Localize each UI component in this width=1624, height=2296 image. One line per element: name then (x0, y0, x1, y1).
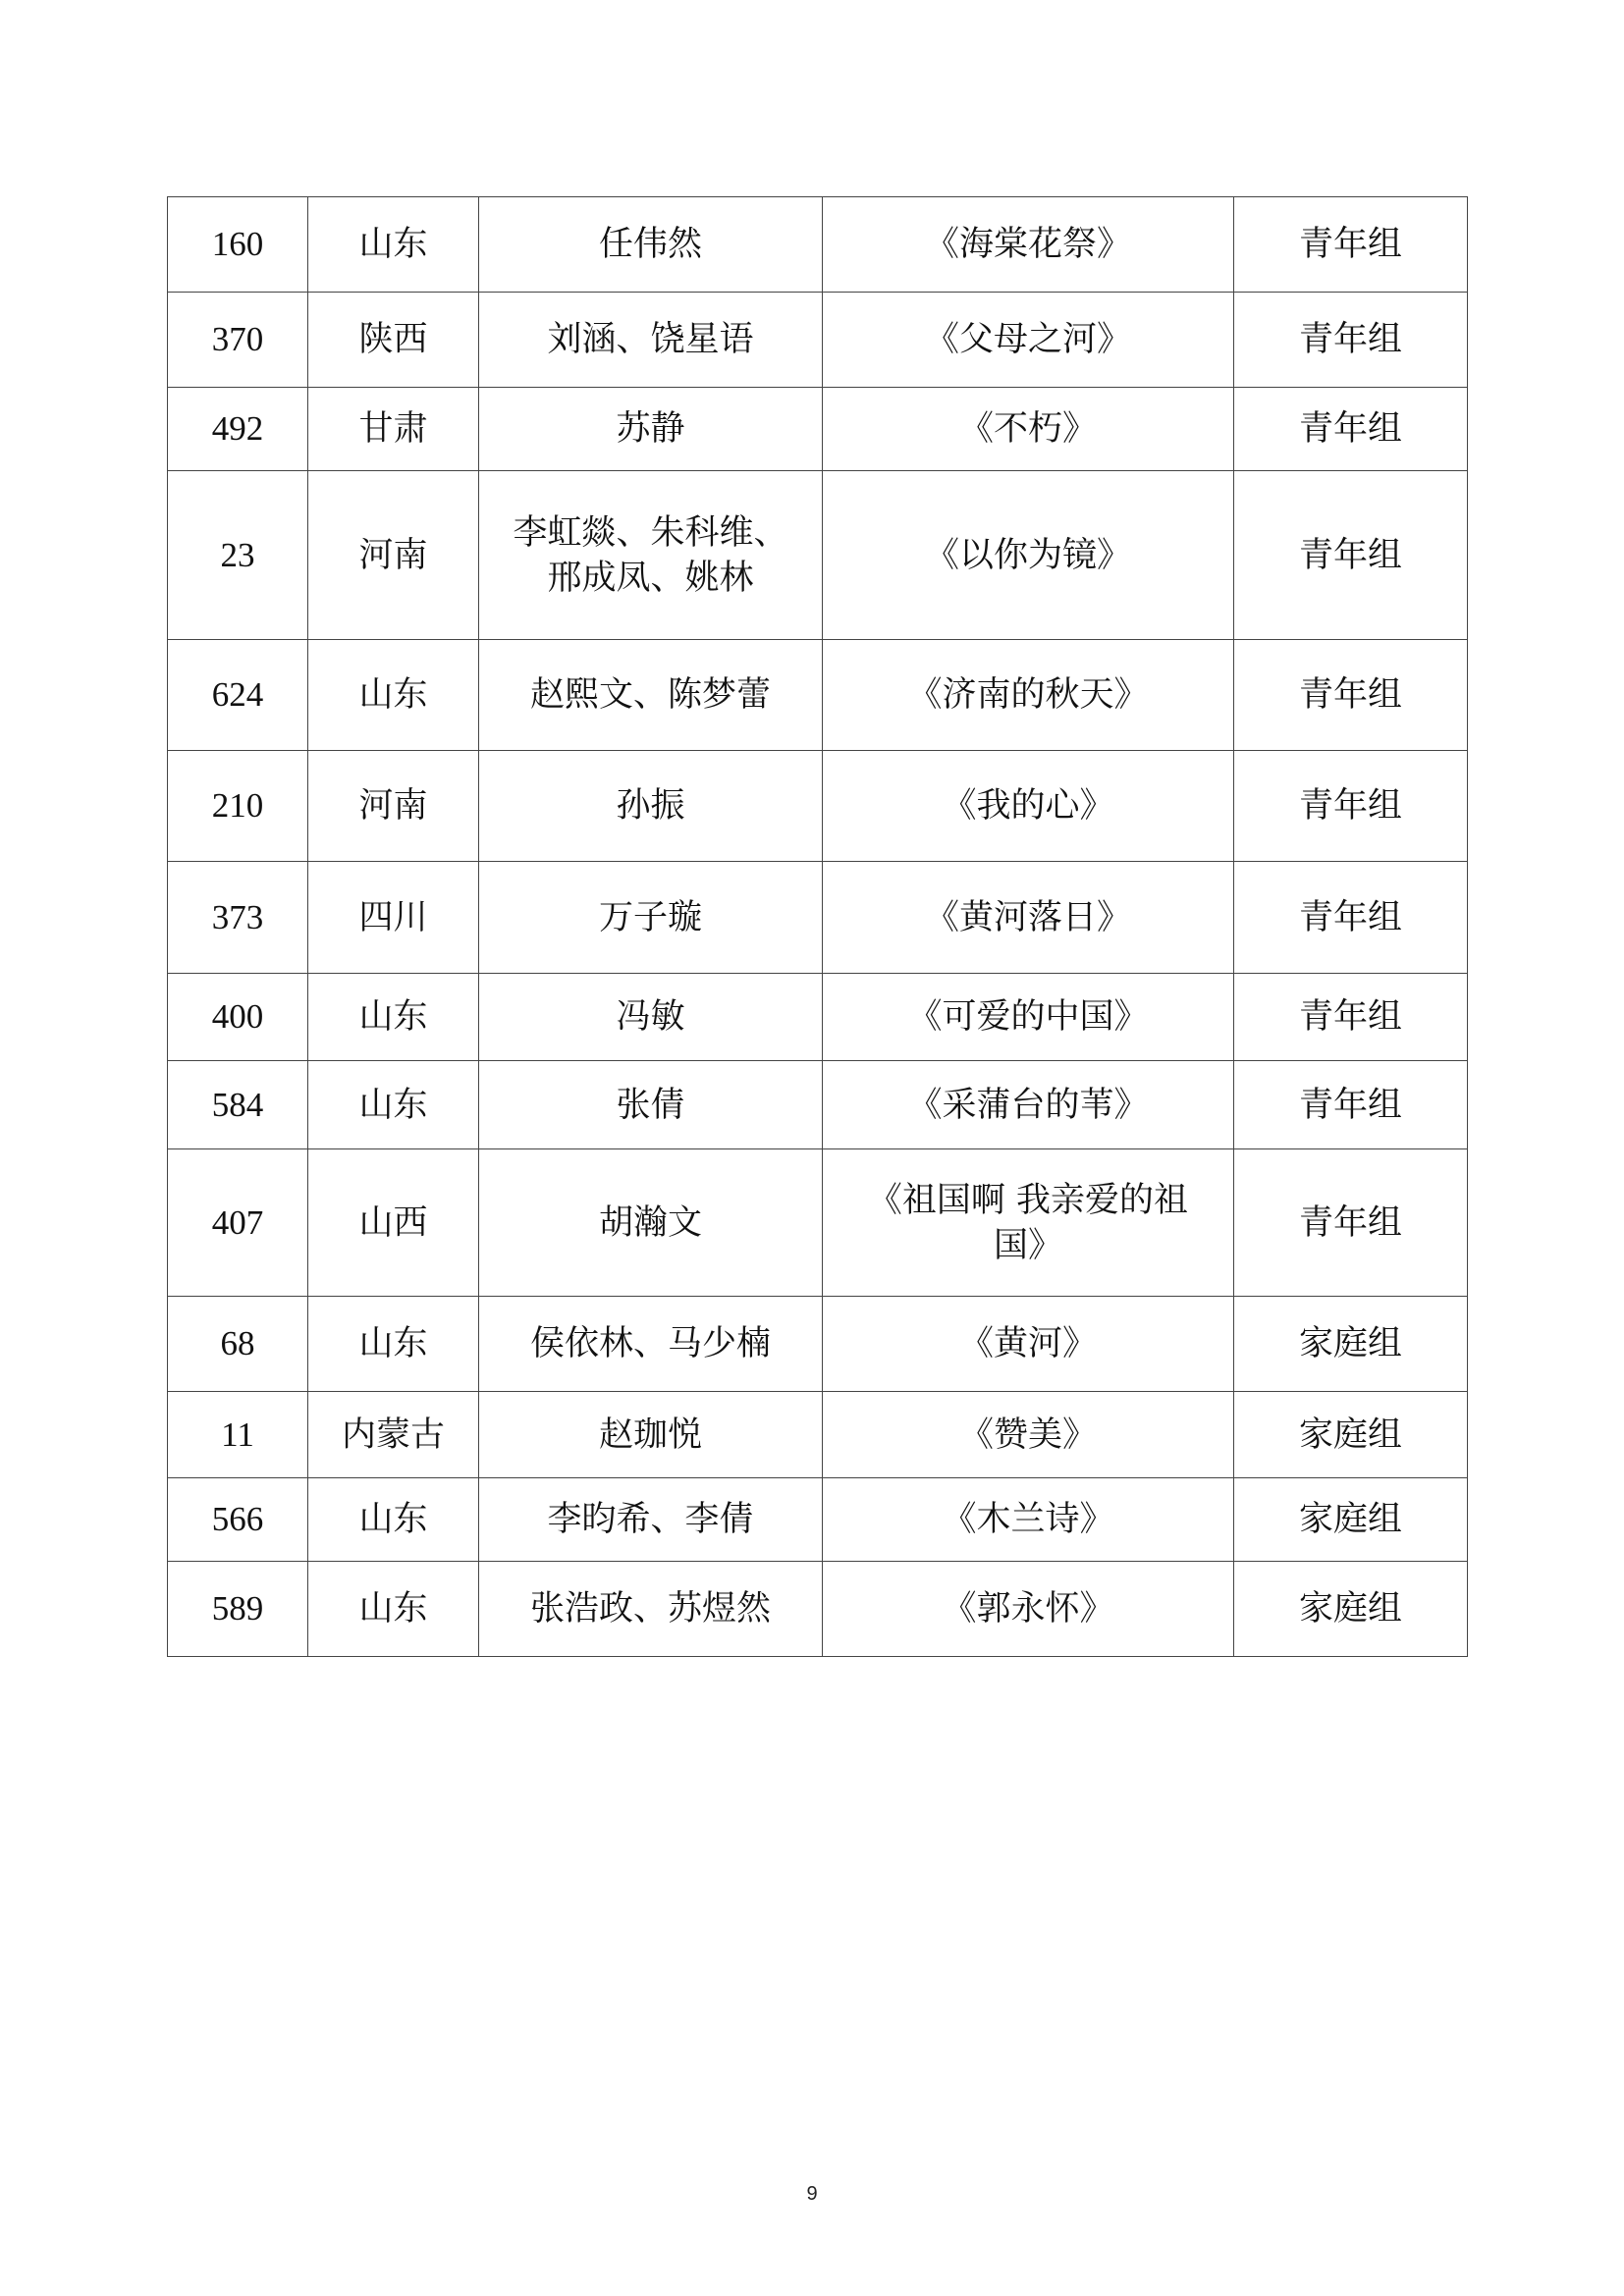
group-cell: 青年组 (1234, 1061, 1468, 1149)
participant-names-cell: 任伟然 (479, 197, 823, 293)
results-table (167, 196, 1468, 1657)
entry-id-cell: 210 (168, 751, 308, 862)
work-title-cell: 《父母之河》 (823, 293, 1234, 388)
participant-names-cell: 张倩 (479, 1061, 823, 1149)
entry-id-cell: 23 (168, 471, 308, 640)
province-cell: 山东 (308, 1061, 479, 1149)
entry-id-cell: 160 (168, 197, 308, 293)
participant-names-cell: 李昀希、李倩 (479, 1478, 823, 1562)
group-cell: 青年组 (1234, 197, 1468, 293)
table-row (168, 1478, 1468, 1562)
group-cell: 青年组 (1234, 640, 1468, 751)
entry-id-cell: 407 (168, 1149, 308, 1297)
work-title-cell: 《赞美》 (823, 1392, 1234, 1478)
province-cell: 内蒙古 (308, 1392, 479, 1478)
table-row (168, 197, 1468, 293)
province-cell: 甘肃 (308, 388, 479, 471)
province-cell: 河南 (308, 471, 479, 640)
participant-names-cell: 胡瀚文 (479, 1149, 823, 1297)
province-cell: 河南 (308, 751, 479, 862)
province-cell: 山东 (308, 197, 479, 293)
participant-names-cell: 刘涵、饶星语 (479, 293, 823, 388)
group-cell: 青年组 (1234, 293, 1468, 388)
work-title-cell: 《以你为镜》 (823, 471, 1234, 640)
group-cell: 青年组 (1234, 471, 1468, 640)
participant-names-cell: 冯敏 (479, 974, 823, 1061)
entry-id-cell: 566 (168, 1478, 308, 1562)
participant-names-cell: 苏静 (479, 388, 823, 471)
participant-names-cell: 张浩政、苏煜然 (479, 1562, 823, 1657)
work-title-cell: 《可爱的中国》 (823, 974, 1234, 1061)
participant-names-cell: 赵珈悦 (479, 1392, 823, 1478)
entry-id-cell: 370 (168, 293, 308, 388)
work-title-cell: 《黄河》 (823, 1297, 1234, 1392)
group-cell: 家庭组 (1234, 1392, 1468, 1478)
work-title-cell: 《不朽》 (823, 388, 1234, 471)
table-row (168, 1149, 1468, 1297)
table-row (168, 388, 1468, 471)
entry-id-cell: 373 (168, 862, 308, 974)
table-row (168, 640, 1468, 751)
group-cell: 家庭组 (1234, 1562, 1468, 1657)
participant-names-cell: 侯依林、马少楠 (479, 1297, 823, 1392)
table-row (168, 1392, 1468, 1478)
province-cell: 陕西 (308, 293, 479, 388)
work-title-cell: 《祖国啊 我亲爱的祖国》 (823, 1149, 1234, 1297)
participant-names-cell: 赵熙文、陈梦蕾 (479, 640, 823, 751)
province-cell: 山东 (308, 974, 479, 1061)
table-row (168, 471, 1468, 640)
work-title-cell: 《黄河落日》 (823, 862, 1234, 974)
work-title-cell: 《木兰诗》 (823, 1478, 1234, 1562)
entry-id-cell: 589 (168, 1562, 308, 1657)
entry-id-cell: 584 (168, 1061, 308, 1149)
table-row (168, 1061, 1468, 1149)
entry-id-cell: 492 (168, 388, 308, 471)
work-title-cell: 《海棠花祭》 (823, 197, 1234, 293)
table-row (168, 751, 1468, 862)
entry-id-cell: 68 (168, 1297, 308, 1392)
province-cell: 四川 (308, 862, 479, 974)
participant-names-cell: 万子璇 (479, 862, 823, 974)
participant-names-cell: 李虹燚、朱科维、邢成凤、姚林 (479, 471, 823, 640)
province-cell: 山东 (308, 640, 479, 751)
province-cell: 山西 (308, 1149, 479, 1297)
group-cell: 家庭组 (1234, 1478, 1468, 1562)
table-row (168, 862, 1468, 974)
group-cell: 青年组 (1234, 974, 1468, 1061)
group-cell: 青年组 (1234, 1149, 1468, 1297)
work-title-cell: 《郭永怀》 (823, 1562, 1234, 1657)
work-title-cell: 《济南的秋天》 (823, 640, 1234, 751)
work-title-cell: 《我的心》 (823, 751, 1234, 862)
table-row (168, 1562, 1468, 1657)
table-row (168, 974, 1468, 1061)
group-cell: 家庭组 (1234, 1297, 1468, 1392)
province-cell: 山东 (308, 1562, 479, 1657)
group-cell: 青年组 (1234, 862, 1468, 974)
group-cell: 青年组 (1234, 388, 1468, 471)
table-row (168, 293, 1468, 388)
work-title-cell: 《采蒲台的苇》 (823, 1061, 1234, 1149)
participant-names-cell: 孙振 (479, 751, 823, 862)
province-cell: 山东 (308, 1297, 479, 1392)
entry-id-cell: 400 (168, 974, 308, 1061)
group-cell: 青年组 (1234, 751, 1468, 862)
province-cell: 山东 (308, 1478, 479, 1562)
entry-id-cell: 11 (168, 1392, 308, 1478)
table-row (168, 1297, 1468, 1392)
page-number: 9 (806, 2183, 818, 2205)
entry-id-cell: 624 (168, 640, 308, 751)
